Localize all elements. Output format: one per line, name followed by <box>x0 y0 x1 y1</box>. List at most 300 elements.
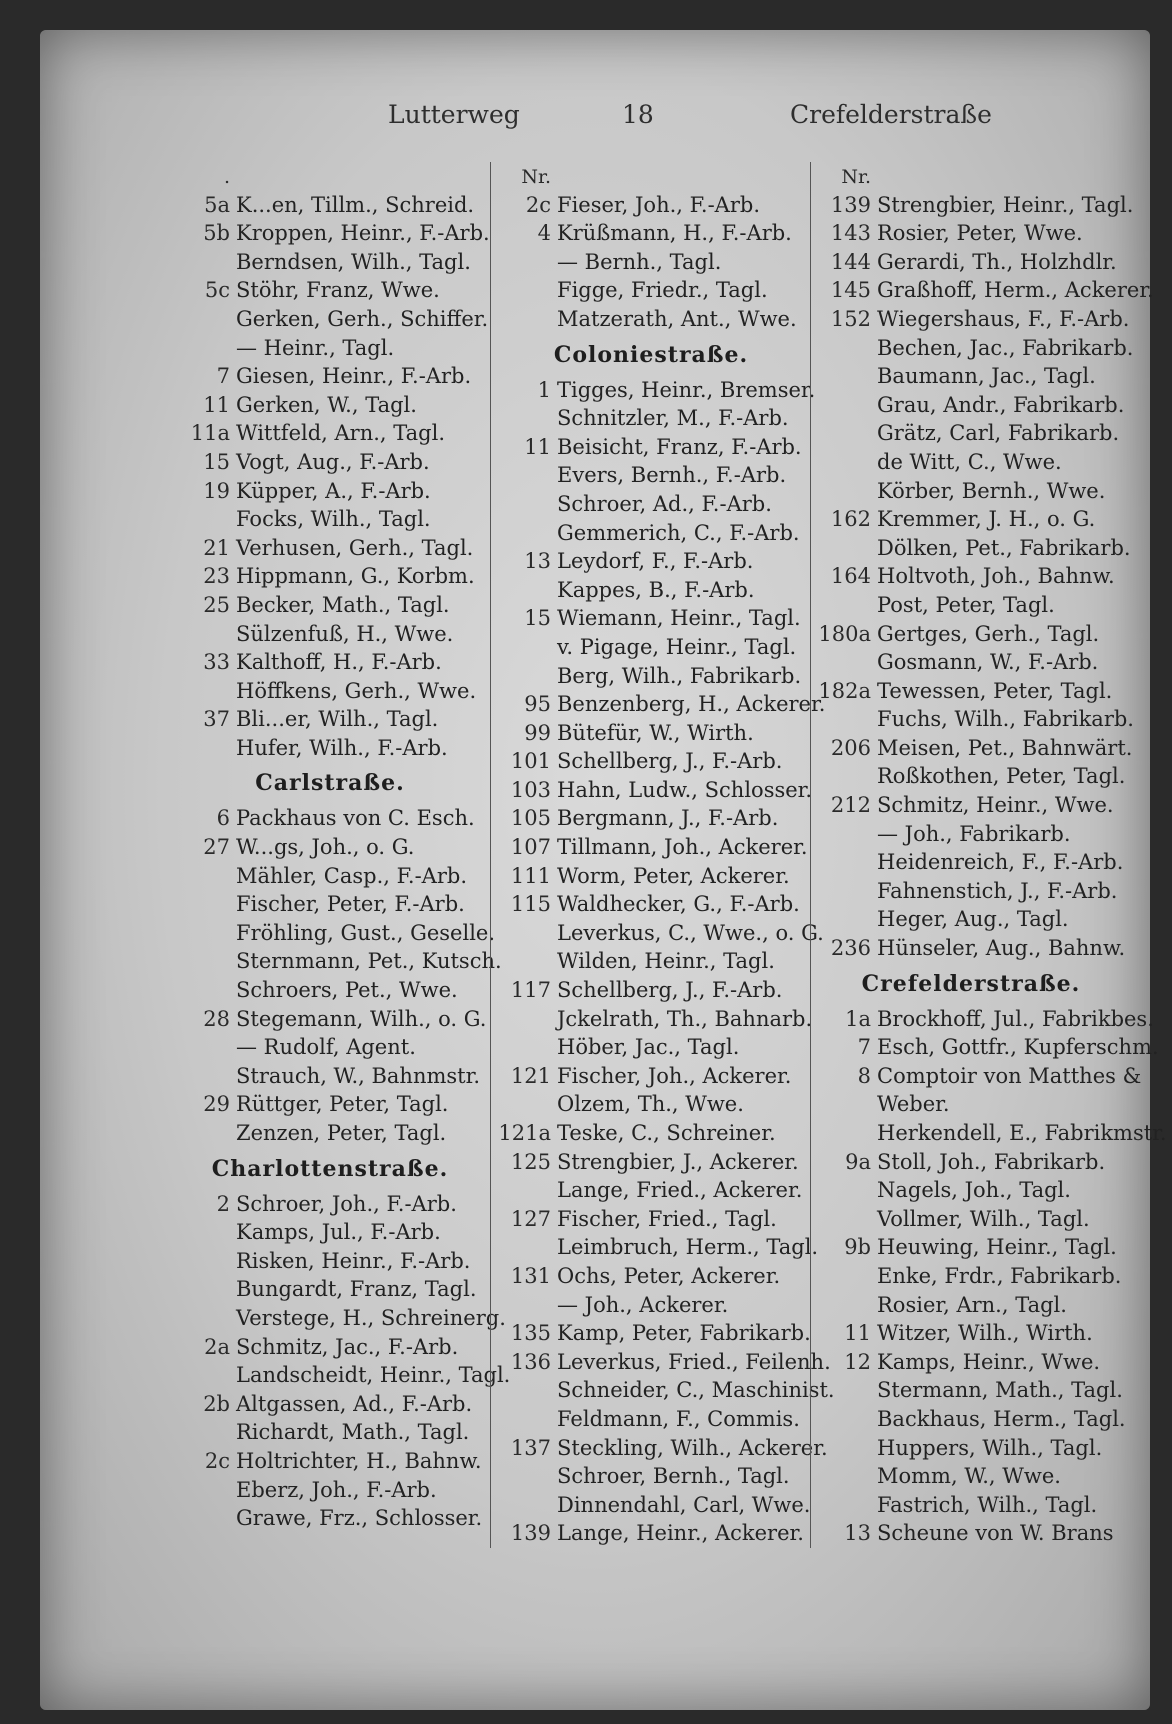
resident-entry: Tillmann, Joh., Ackerer. <box>557 835 808 860</box>
house-number: 103 <box>510 777 551 802</box>
directory-entry <box>491 747 811 776</box>
resident-entry: Enke, Frdr., Fabrikarb. <box>877 1263 1122 1288</box>
resident-entry: Verhusen, Gerh., Tagl. <box>236 535 474 560</box>
resident-entry: Bli...er, Wilh., Tagl. <box>236 707 439 732</box>
directory-entry <box>811 1205 1131 1234</box>
house-number: 25 <box>203 592 230 617</box>
resident-entry: Stermann, Math., Tagl. <box>877 1378 1123 1403</box>
directory-entry <box>491 804 811 833</box>
house-number: 8 <box>857 1063 871 1088</box>
house-number: 27 <box>203 835 230 860</box>
directory-entry <box>811 191 1134 220</box>
directory-entry <box>811 1005 1154 1034</box>
house-number: 9a <box>845 1149 871 1174</box>
directory-entry <box>170 1275 490 1304</box>
house-number: 15 <box>203 449 230 474</box>
resident-entry: Packhaus von C. Esch. <box>236 806 475 831</box>
resident-entry: Wiegershaus, F., F.-Arb. <box>877 306 1130 331</box>
directory-entry <box>170 477 490 506</box>
house-number: 206 <box>830 735 871 760</box>
directory-entry <box>170 833 490 862</box>
resident-entry: Leydorf, F., F.-Arb. <box>557 549 754 574</box>
directory-entry <box>491 1148 811 1177</box>
directory-entry <box>170 1476 490 1505</box>
house-number: 137 <box>510 1435 551 1460</box>
resident-entry: Fieser, Joh., F.-Arb. <box>557 192 761 217</box>
directory-entry <box>811 648 1131 677</box>
resident-entry: Scheune von W. Brans <box>877 1521 1114 1546</box>
house-number: 117 <box>510 978 551 1003</box>
resident-entry: Bergmann, J., F.-Arb. <box>557 806 779 831</box>
directory-entry <box>491 862 811 891</box>
running-head <box>0 100 1172 140</box>
resident-entry: Benzenberg, H., Ackerer. <box>557 692 826 717</box>
resident-entry: Dinnendahl, Carl, Wwe. <box>557 1492 811 1517</box>
directory-entry <box>491 662 811 691</box>
resident-entry: Stöhr, Franz, Wwe. <box>236 278 440 303</box>
resident-entry: Kamps, Jul., F.-Arb. <box>236 1220 441 1245</box>
directory-entry <box>170 947 502 976</box>
house-number: 15 <box>524 606 551 631</box>
column-number-label <box>491 162 811 191</box>
column-number-label <box>811 162 1131 191</box>
resident-entry: Höber, Jac., Tagl. <box>557 1035 740 1060</box>
directory-entry <box>170 1062 490 1091</box>
resident-entry: Roßkothen, Peter, Tagl. <box>877 764 1126 789</box>
resident-entry: Verstege, H., Schreinerg. <box>236 1305 506 1330</box>
resident-entry: Hippmann, G., Korbm. <box>236 564 475 589</box>
resident-entry: Höffkens, Gerh., Wwe. <box>236 678 477 703</box>
directory-entry <box>170 248 490 277</box>
resident-entry: Steckling, Wilh., Ackerer. <box>557 1435 828 1460</box>
resident-entry: Matzerath, Ant., Wwe. <box>557 306 797 331</box>
resident-entry: Huppers, Wilh., Tagl. <box>877 1435 1103 1460</box>
directory-entry <box>811 1090 1131 1119</box>
house-number: 139 <box>510 1521 551 1546</box>
directory-entry <box>811 334 1134 363</box>
house-number: 145 <box>830 278 871 303</box>
house-number: 135 <box>510 1321 551 1346</box>
directory-entry <box>491 1233 819 1262</box>
resident-entry: Strauch, W., Bahnmstr. <box>236 1063 481 1088</box>
house-number: 121a <box>498 1121 551 1145</box>
house-number: 7 <box>857 1035 871 1060</box>
resident-entry: Richardt, Math., Tagl. <box>236 1420 470 1445</box>
resident-entry: Focks, Wilh., Tagl. <box>236 507 431 532</box>
resident-entry: Berndsen, Wilh., Tagl. <box>236 249 471 274</box>
house-number: 4 <box>537 221 551 246</box>
resident-entry: Krüßmann, H., F.-Arb. <box>557 221 792 246</box>
directory-entry <box>811 1033 1159 1062</box>
house-number: 13 <box>844 1521 871 1546</box>
directory-entry <box>491 1033 811 1062</box>
house-number: 131 <box>510 1263 551 1288</box>
directory-entry <box>491 490 811 519</box>
resident-entry: Heidenreich, F., F.-Arb. <box>877 850 1124 875</box>
resident-entry: Vogt, Aug., F.-Arb. <box>236 449 430 474</box>
resident-entry: Sternmann, Pet., Kutsch. <box>236 949 502 974</box>
directory-entry <box>491 890 811 919</box>
directory-entry <box>811 219 1131 248</box>
directory-entry <box>170 1504 490 1533</box>
directory-entry <box>491 276 811 305</box>
directory-entry <box>811 1462 1131 1491</box>
resident-entry: Fröhling, Gust., Geselle. <box>236 920 496 945</box>
street-heading: Charlottenstraße. <box>211 1155 449 1182</box>
directory-entry <box>811 1148 1131 1177</box>
directory-entry <box>811 677 1131 706</box>
resident-entry: Kremmer, J. H., o. G. <box>877 507 1096 532</box>
directory-entry <box>170 1447 490 1476</box>
resident-entry: Kamp, Peter, Fabrikarb. <box>557 1321 811 1346</box>
directory-entry <box>491 1090 811 1119</box>
resident-entry: Lange, Heinr., Ackerer. <box>557 1521 804 1546</box>
directory-entry <box>491 191 811 220</box>
column-1 <box>170 162 511 1533</box>
directory-entry <box>170 1304 506 1333</box>
directory-entry <box>491 1519 811 1548</box>
house-number: 121 <box>510 1063 551 1088</box>
house-number: 125 <box>510 1149 551 1174</box>
directory-entry <box>811 248 1131 277</box>
house-number: 33 <box>203 650 230 675</box>
directory-entry <box>491 1176 811 1205</box>
directory-entry <box>170 1190 490 1219</box>
directory-entry <box>491 976 811 1005</box>
house-number: 37 <box>203 707 230 732</box>
resident-entry: Fastrich, Wilh., Tagl. <box>877 1492 1098 1517</box>
directory-entry <box>491 1262 811 1291</box>
resident-entry: Kamps, Heinr., Wwe. <box>877 1349 1101 1374</box>
resident-entry: Fischer, Fried., Tagl. <box>557 1206 777 1231</box>
house-number: 107 <box>510 835 551 860</box>
house-number: 101 <box>510 749 551 774</box>
resident-entry: Berg, Wilh., Fabrikarb. <box>557 663 802 688</box>
resident-entry: Mähler, Casp., F.-Arb. <box>236 863 467 888</box>
directory-entry <box>491 1405 811 1434</box>
resident-entry: de Witt, C., Wwe. <box>877 449 1062 474</box>
resident-entry: Schroers, Pet., Wwe. <box>236 978 458 1003</box>
directory-entry <box>491 633 811 662</box>
directory-entry <box>491 547 811 576</box>
house-number: 2 <box>216 1191 230 1216</box>
resident-entry: Küpper, A., F.-Arb. <box>236 478 431 503</box>
resident-entry: Schmitz, Heinr., Wwe. <box>877 793 1114 818</box>
house-number: 1a <box>845 1006 871 1031</box>
directory-entry <box>170 1247 490 1276</box>
directory-entry <box>170 505 490 534</box>
resident-entry: Heuwing, Heinr., Tagl. <box>877 1235 1117 1260</box>
directory-entry <box>491 1491 811 1520</box>
resident-entry: Jckelrath, Th., Bahnarb. <box>557 1006 813 1031</box>
house-number: 28 <box>203 1006 230 1031</box>
resident-entry: Schroer, Ad., F.-Arb. <box>557 491 772 516</box>
nr-label: Nr. <box>521 166 551 188</box>
directory-entry <box>811 1119 1167 1148</box>
house-number: 2c <box>525 192 551 217</box>
house-number: 115 <box>510 892 551 917</box>
directory-entry <box>811 1434 1131 1463</box>
directory-entry <box>491 919 824 948</box>
resident-entry: Schroer, Bernh., Tagl. <box>557 1464 790 1489</box>
directory-entry <box>811 534 1131 563</box>
resident-entry: Post, Peter, Tagl. <box>877 592 1055 617</box>
house-number: 5c <box>204 278 230 303</box>
resident-entry: Becker, Math., Tagl. <box>236 592 450 617</box>
resident-entry: Zenzen, Peter, Tagl. <box>236 1121 447 1145</box>
directory-entry <box>491 219 811 248</box>
house-number: 21 <box>203 535 230 560</box>
resident-entry: Grau, Andr., Fabrikarb. <box>877 392 1125 417</box>
house-number: 13 <box>524 549 551 574</box>
directory-entry <box>491 376 816 405</box>
directory-entry <box>811 1405 1131 1434</box>
house-number: 212 <box>830 793 871 818</box>
house-number: 2a <box>204 1334 230 1359</box>
page-number: 18 <box>622 100 654 129</box>
resident-entry: — Heinr., Tagl. <box>236 335 395 360</box>
directory-entry <box>170 1333 490 1362</box>
directory-entry <box>811 734 1131 763</box>
resident-entry: Leverkus, Fried., Feilenh. <box>557 1349 831 1374</box>
directory-entry <box>491 1005 811 1034</box>
resident-entry: Rüttger, Peter, Tagl. <box>236 1092 449 1117</box>
resident-entry: Heger, Aug., Tagl. <box>877 907 1069 932</box>
column-2 <box>490 162 835 1548</box>
resident-entry: — Joh., Fabrikarb. <box>877 821 1071 846</box>
resident-entry: Teske, C., Schreiner. <box>557 1121 776 1145</box>
house-number: 1 <box>537 377 551 402</box>
resident-entry: W...gs, Joh., o. G. <box>236 835 415 860</box>
directory-entry <box>811 362 1131 391</box>
directory-entry <box>811 1348 1131 1377</box>
resident-entry: Figge, Friedr., Tagl. <box>557 278 768 303</box>
house-number: 162 <box>830 507 871 532</box>
resident-entry: Holtrichter, H., Bahnw. <box>236 1448 482 1473</box>
directory-entry <box>811 1319 1131 1348</box>
resident-entry: Schnitzler, M., F.-Arb. <box>557 406 789 431</box>
resident-entry: Rosier, Peter, Wwe. <box>877 221 1083 246</box>
directory-entry <box>491 1119 811 1148</box>
column-number-label <box>170 162 490 191</box>
directory-entry <box>491 1205 811 1234</box>
directory-entry <box>170 648 490 677</box>
directory-entry <box>170 1390 490 1419</box>
directory-entry <box>811 1262 1131 1291</box>
directory-entry <box>491 1348 831 1377</box>
resident-entry: Grätz, Carl, Fabrikarb. <box>877 421 1120 446</box>
house-number: 23 <box>203 564 230 589</box>
directory-entry <box>170 1005 490 1034</box>
directory-entry <box>811 905 1131 934</box>
directory-entry <box>811 791 1131 820</box>
house-number: 182a <box>818 678 871 703</box>
resident-entry: Lange, Fried., Ackerer. <box>557 1178 803 1203</box>
directory-entry <box>811 877 1131 906</box>
resident-entry: — Joh., Ackerer. <box>557 1292 729 1317</box>
directory-entry <box>170 562 490 591</box>
resident-entry: Tewessen, Peter, Tagl. <box>877 678 1113 703</box>
resident-entry: Giesen, Heinr., F.-Arb. <box>236 364 472 389</box>
directory-entry <box>170 305 490 334</box>
directory-entry <box>170 191 490 220</box>
street-heading: Coloniestraße. <box>553 341 749 368</box>
resident-entry: Worm, Peter, Ackerer. <box>557 863 790 888</box>
directory-entry <box>170 890 490 919</box>
resident-entry: Fahnenstich, J., F.-Arb. <box>877 878 1118 903</box>
resident-entry: Sülzenfuß, H., Wwe. <box>236 621 454 646</box>
resident-entry: Stegemann, Wilh., o. G. <box>236 1006 487 1031</box>
resident-entry: Gemmerich, C., F.-Arb. <box>557 520 800 545</box>
house-number: 143 <box>830 221 871 246</box>
house-number: 19 <box>203 478 230 503</box>
resident-entry: Nagels, Joh., Tagl. <box>877 1178 1071 1203</box>
resident-entry: Leverkus, C., Wwe., o. G. <box>557 920 824 945</box>
resident-entry: Schneider, C., Maschinist. <box>557 1378 835 1403</box>
directory-entry <box>170 734 490 763</box>
directory-entry <box>170 862 490 891</box>
resident-entry: Feldmann, F., Commis. <box>557 1406 800 1431</box>
house-number: 6 <box>216 806 230 831</box>
directory-entry <box>491 433 811 462</box>
directory-entry <box>170 448 490 477</box>
directory-entry <box>170 419 490 448</box>
directory-entry <box>811 1233 1131 1262</box>
directory-entry <box>811 448 1131 477</box>
directory-entry <box>811 1062 1142 1091</box>
directory-entry <box>491 576 811 605</box>
directory-entry <box>170 391 490 420</box>
directory-entry <box>491 1376 835 1405</box>
resident-entry: Bungardt, Franz, Tagl. <box>236 1277 477 1302</box>
resident-entry: Gosmann, W., F.-Arb. <box>877 650 1099 675</box>
resident-entry: Rosier, Arn., Tagl. <box>877 1292 1067 1317</box>
resident-entry: Gertges, Gerh., Tagl. <box>877 621 1100 646</box>
resident-entry: Wittfeld, Arn., Tagl. <box>236 421 446 446</box>
resident-entry: Beisicht, Franz, F.-Arb. <box>557 434 802 459</box>
directory-entry <box>491 833 811 862</box>
directory-entry <box>811 848 1131 877</box>
directory-entry <box>170 677 490 706</box>
directory-entry <box>811 477 1131 506</box>
resident-entry: Wiemann, Heinr., Tagl. <box>557 606 801 631</box>
house-number: 105 <box>510 806 551 831</box>
directory-entry <box>811 1291 1131 1320</box>
house-number: 11 <box>524 434 551 459</box>
resident-entry: Comptoir von Matthes & <box>877 1063 1142 1088</box>
resident-entry: Fischer, Peter, F.-Arb. <box>236 892 465 917</box>
resident-entry: Vollmer, Wilh., Tagl. <box>877 1206 1090 1231</box>
resident-entry: Landscheidt, Heinr., Tagl. <box>236 1363 511 1388</box>
resident-entry: Gerken, W., Tagl. <box>236 392 417 417</box>
resident-entry: Fuchs, Wilh., Fabrikarb. <box>877 707 1134 732</box>
directory-entry <box>491 519 811 548</box>
directory-entry <box>491 1462 811 1491</box>
house-number: 2c <box>204 1448 230 1473</box>
resident-entry: — Bernh., Tagl. <box>557 249 722 274</box>
resident-entry: Waldhecker, G., F.-Arb. <box>557 892 800 917</box>
house-number: 29 <box>203 1092 230 1117</box>
resident-entry: Stoll, Joh., Fabrikarb. <box>877 1149 1106 1174</box>
directory-entry <box>491 1062 811 1091</box>
resident-entry: Schellberg, J., F.-Arb. <box>557 749 783 774</box>
directory-entry <box>811 762 1131 791</box>
house-number: 5a <box>204 192 230 217</box>
directory-entry <box>491 604 811 633</box>
directory-entry <box>811 1376 1131 1405</box>
house-number: 2b <box>203 1391 230 1416</box>
resident-entry: Olzem, Th., Wwe. <box>557 1092 744 1117</box>
house-number: 144 <box>830 249 871 274</box>
directory-entry <box>170 1090 490 1119</box>
directory-entry <box>491 947 811 976</box>
house-number: 11a <box>190 421 230 446</box>
resident-entry: Hünseler, Aug., Bahnw. <box>877 936 1126 961</box>
resident-entry: Schroer, Joh., F.-Arb. <box>236 1191 457 1216</box>
directory-entry <box>170 1033 490 1062</box>
resident-entry: Gerardi, Th., Holzhdlr. <box>877 249 1117 274</box>
resident-entry: Kalthoff, H., F.-Arb. <box>236 650 442 675</box>
directory-entry <box>491 776 811 805</box>
directory-entry <box>170 219 490 248</box>
resident-entry: Gerken, Gerh., Schiffer. <box>236 306 489 331</box>
resident-entry: Bütefür, W., Wirth. <box>557 720 754 745</box>
nr-label: . <box>223 166 230 188</box>
directory-entry <box>170 276 490 305</box>
directory-entry <box>170 620 490 649</box>
house-number: 164 <box>830 564 871 589</box>
house-number: 180a <box>818 621 871 646</box>
resident-entry: Schellberg, J., F.-Arb. <box>557 978 783 1003</box>
directory-entry <box>491 248 811 277</box>
directory-entry <box>811 505 1131 534</box>
resident-entry: Backhaus, Herm., Tagl. <box>877 1406 1126 1431</box>
resident-entry: Fischer, Joh., Ackerer. <box>557 1063 792 1088</box>
resident-entry: Dölken, Pet., Fabrikarb. <box>877 535 1131 560</box>
resident-entry: Kappes, B., F.-Arb. <box>557 577 755 602</box>
resident-entry: Altgassen, Ad., F.-Arb. <box>236 1391 473 1416</box>
directory-entry <box>170 362 490 391</box>
resident-entry: Holtvoth, Joh., Bahnw. <box>877 564 1115 589</box>
house-number: 9b <box>844 1235 871 1260</box>
directory-entry <box>811 1491 1131 1520</box>
directory-entry <box>491 1434 828 1463</box>
house-number: 139 <box>830 192 871 217</box>
resident-entry: Brockhoff, Jul., Fabrikbes. <box>877 1006 1154 1031</box>
directory-entry <box>811 391 1131 420</box>
house-number: 111 <box>510 863 551 888</box>
resident-entry: — Rudolf, Agent. <box>236 1035 416 1060</box>
resident-entry: Grawe, Frz., Schlosser. <box>236 1506 483 1531</box>
resident-entry: Strengbier, Heinr., Tagl. <box>877 192 1134 217</box>
directory-entry <box>811 1519 1131 1548</box>
directory-entry <box>811 591 1131 620</box>
directory-entry <box>170 976 490 1005</box>
directory-entry <box>811 934 1131 963</box>
directory-entry <box>491 404 811 433</box>
house-number: 95 <box>524 692 551 717</box>
resident-entry: v. Pigage, Heinr., Tagl. <box>557 634 797 659</box>
resident-entry: Kroppen, Heinr., F.-Arb. <box>236 221 490 246</box>
directory-entry <box>170 1418 490 1447</box>
resident-entry: Graßhoff, Herm., Ackerer. <box>877 278 1154 303</box>
resident-entry: Körber, Bernh., Wwe. <box>877 478 1106 503</box>
directory-entry <box>811 620 1131 649</box>
resident-entry: Witzer, Wilh., Wirth. <box>877 1321 1093 1346</box>
resident-entry: Weber. <box>877 1092 950 1117</box>
house-number: 5b <box>203 221 230 246</box>
directory-entry <box>491 719 811 748</box>
